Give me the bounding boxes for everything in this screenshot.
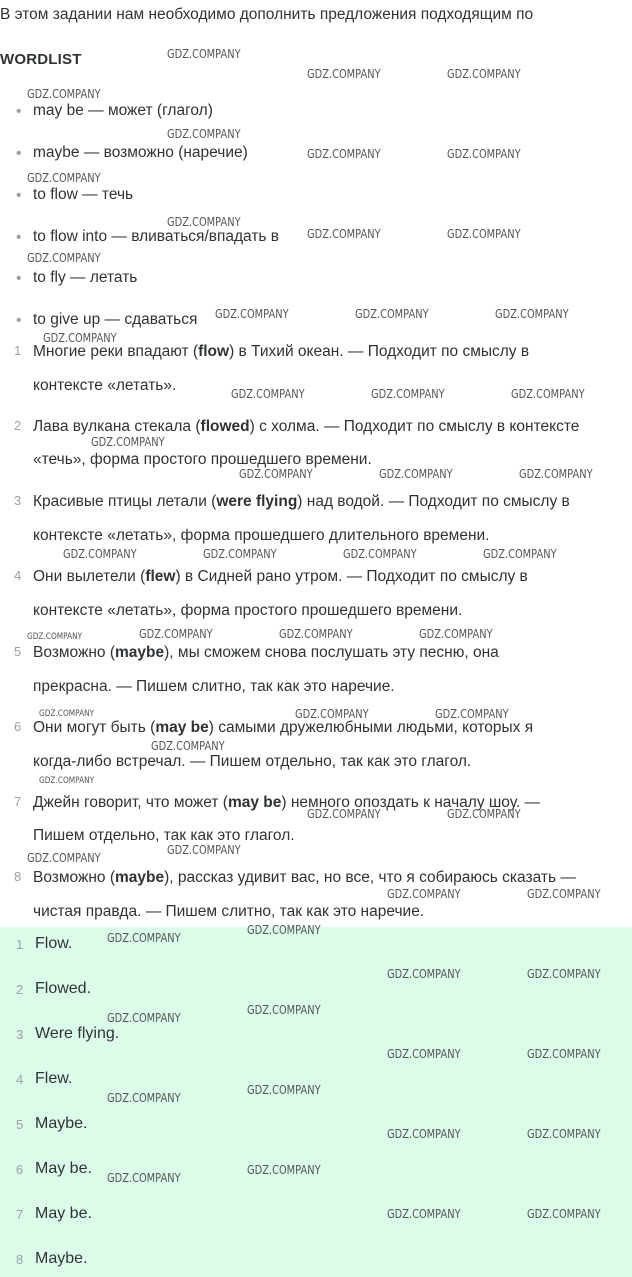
answer-number: 3 [16,1027,24,1042]
answer-number: 7 [16,1207,24,1222]
watermark: GDZ.COMPANY [247,1163,321,1177]
item-line-1: Красивые птицы летали (were flying) над водой. — Подходит по смыслу в [33,493,570,510]
wordlist-item: • to give up — сдаваться [16,311,197,329]
watermark: GDZ.COMPANY [27,171,101,185]
watermark: GDZ.COMPANY [355,307,429,321]
item-line-1: Они могут быть (may be) самыми дружелюбными людьми, которых я [33,719,534,736]
item-line-1: Возможно (maybe), мы сможем снова послушать эту песню, она [33,644,499,661]
watermark: GDZ.COMPANY [387,1207,461,1221]
watermark: GDZ.COMPANY [247,1003,321,1017]
wordlist-item: • to fly — летать [16,269,137,287]
item-line-2: контексте «летать», форма простого прошедшего времени. [33,602,463,619]
watermark: GDZ.COMPANY [387,1127,461,1141]
wordlist-item: • may be — может (глагол) [16,102,213,120]
answer-text: Maybe. [35,1250,88,1267]
watermark: GDZ.COMPANY [527,1207,601,1221]
watermark: GDZ.COMPANY [203,547,277,561]
watermark: GDZ.COMPANY [43,331,117,345]
watermark: GDZ.COMPANY [63,547,137,561]
watermark: GDZ.COMPANY [167,215,241,229]
answer-text: Maybe. [35,1115,88,1132]
watermark: GDZ.COMPANY [527,1047,601,1061]
watermark: GDZ.COMPANY [387,887,461,901]
item-number: 8 [14,869,22,884]
watermark: GDZ.COMPANY [447,147,521,161]
item-number: 1 [14,343,22,358]
item-line-2: «течь», форма простого прошедшего времени. [33,451,372,468]
watermark: GDZ.COMPANY [39,776,95,786]
wordlist-item: • maybe — возможно (наречие) [16,144,248,162]
watermark: GDZ.COMPANY [279,627,353,641]
watermark: GDZ.COMPANY [107,1171,181,1185]
watermark: GDZ.COMPANY [27,87,101,101]
watermark: GDZ.COMPANY [419,627,493,641]
watermark: GDZ.COMPANY [39,709,95,719]
item-line-1: Они вылетели (flew) в Сидней рано утром. — Подходит по смыслу в [33,568,528,585]
watermark: GDZ.COMPANY [495,307,569,321]
watermark: GDZ.COMPANY [107,1011,181,1025]
answer-text: Flew. [35,1070,73,1087]
item-line-2: когда-либо встречал. — Пишем отдельно, так как это глагол. [33,753,472,770]
watermark: GDZ.COMPANY [307,227,381,241]
item-line-1: Лава вулкана стекала (flowed) с холма. — Подходит по смыслу в контексте [33,418,580,435]
item-line-1: Джейн говорит, что может (may be) немного опоздать к началу шоу. — [33,794,541,811]
wordlist-title: WORDLIST [0,51,82,68]
watermark: GDZ.COMPANY [447,67,521,81]
intro-text: В этом задании нам необходимо дополнить предложения подходящим по [0,6,534,23]
watermark: GDZ.COMPANY [231,387,305,401]
watermark: GDZ.COMPANY [27,251,101,265]
answer-number: 5 [16,1117,24,1132]
wordlist-item: • to flow — течь [16,186,133,204]
watermark: GDZ.COMPANY [435,707,509,721]
answer-text: May be. [35,1205,92,1222]
item-line-1: Многие реки впадают (flow) в Тихий океан. — Подходит по смыслу в [33,343,530,360]
watermark: GDZ.COMPANY [527,1127,601,1141]
item-line-2: контексте «летать». [33,377,177,394]
item-line-1: Возможно (maybe), рассказ удивит вас, но все, что я собираюсь сказать — [33,869,576,886]
watermark: GDZ.COMPANY [511,387,585,401]
item-number: 3 [14,493,22,508]
watermark: GDZ.COMPANY [167,843,241,857]
watermark: GDZ.COMPANY [247,923,321,937]
answer-number: 4 [16,1072,24,1087]
watermark: GDZ.COMPANY [307,807,381,821]
watermark: GDZ.COMPANY [91,435,165,449]
answer-text: Were flying. [35,1025,120,1042]
watermark: GDZ.COMPANY [343,547,417,561]
watermark: GDZ.COMPANY [387,967,461,981]
item-line-2: чистая правда. — Пишем слитно, так как это наречие. [33,903,425,920]
watermark: GDZ.COMPANY [247,1083,321,1097]
watermark: GDZ.COMPANY [167,127,241,141]
watermark: GDZ.COMPANY [519,467,593,481]
watermark: GDZ.COMPANY [139,627,213,641]
watermark: GDZ.COMPANY [527,967,601,981]
watermark: GDZ.COMPANY [239,467,313,481]
watermark: GDZ.COMPANY [307,147,381,161]
item-number: 2 [14,418,22,433]
watermark: GDZ.COMPANY [151,739,225,753]
item-number: 4 [14,568,22,583]
answer-text: May be. [35,1160,92,1177]
watermark: GDZ.COMPANY [371,387,445,401]
item-line-2: контексте «летать», форма прошедшего длительного времени. [33,527,490,544]
watermark: GDZ.COMPANY [215,307,289,321]
item-line-2: прекрасна. — Пишем слитно, так как это наречие. [33,678,395,695]
watermark: GDZ.COMPANY [107,1091,181,1105]
item-number: 6 [14,719,22,734]
answer-number: 6 [16,1162,24,1177]
answer-number: 8 [16,1252,24,1267]
wordlist-item: • to flow into — вливаться/впадать в [16,228,279,246]
watermark: GDZ.COMPANY [483,547,557,561]
item-line-2: Пишем отдельно, так как это глагол. [33,827,295,844]
watermark: GDZ.COMPANY [447,807,521,821]
watermark: GDZ.COMPANY [295,707,369,721]
item-number: 5 [14,644,22,659]
watermark: GDZ.COMPANY [527,887,601,901]
answer-number: 1 [16,937,24,952]
watermark: GDZ.COMPANY [447,227,521,241]
answer-text: Flowed. [35,980,92,997]
watermark: GDZ.COMPANY [27,632,83,642]
watermark: GDZ.COMPANY [107,931,181,945]
watermark: GDZ.COMPANY [27,851,101,865]
answer-text: Flow. [35,935,73,952]
item-number: 7 [14,794,22,809]
answer-number: 2 [16,982,24,997]
watermark: GDZ.COMPANY [379,467,453,481]
watermark: GDZ.COMPANY [167,47,241,61]
watermark: GDZ.COMPANY [387,1047,461,1061]
watermark: GDZ.COMPANY [307,67,381,81]
